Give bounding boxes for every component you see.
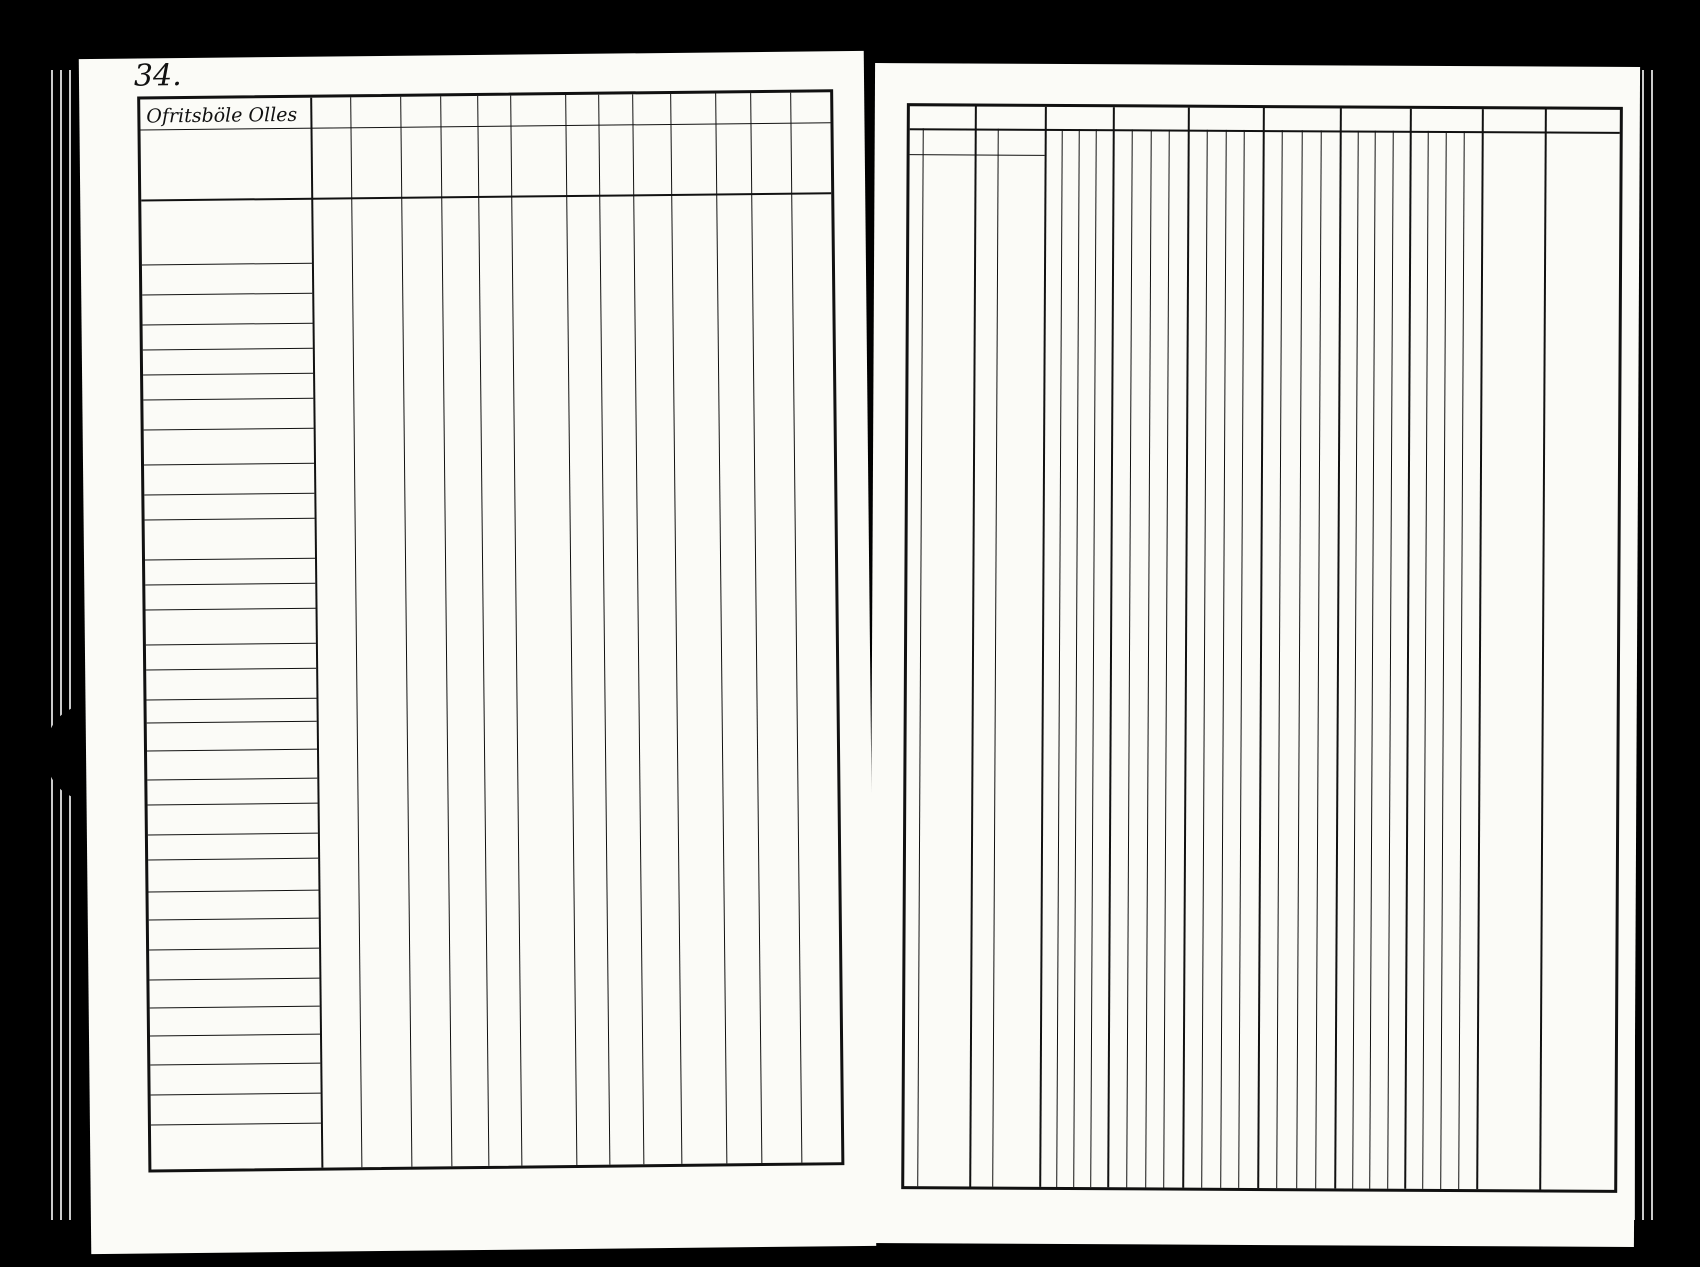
name-rule [144,428,314,431]
subheader-divider [910,154,1045,156]
name-rule [150,1006,320,1009]
name-rule [151,1093,321,1096]
column-divider [1334,108,1342,1188]
sub-column-divider [1369,131,1376,1189]
name-rule [144,493,314,496]
village-title: Ofritsböle Olles [146,103,298,128]
column-divider [565,95,577,1165]
column-subheader [515,130,516,194]
page-number: 34. [133,58,182,94]
birth-death-table [901,103,1623,1193]
name-rule [146,643,316,646]
sub-column-divider [1315,130,1322,1188]
column-divider [477,96,489,1166]
column-subheader [482,130,483,194]
column-divider [598,95,610,1165]
catechism-table [137,89,844,1172]
person-name [154,1003,316,1005]
column-subheader [675,128,676,192]
sub-column-divider [1276,130,1283,1188]
name-rule [144,463,314,466]
person-name [146,232,308,234]
name-rule [146,668,316,671]
name-rule [147,721,317,724]
column-divider [1039,107,1047,1187]
person-name [149,527,311,529]
column-subheader [570,129,571,193]
name-rule [143,398,313,401]
column-divider [1404,109,1412,1189]
name-rule [150,1034,320,1037]
name-rule [143,323,313,326]
column-divider [969,107,977,1187]
column-divider [750,93,762,1163]
left-page-edge [48,70,78,1220]
sub-column-divider [1422,131,1429,1189]
left-register-page [79,51,876,1254]
header-bottom-rule [141,192,831,201]
column-divider [1182,108,1190,1188]
sub-column-divider [1056,129,1063,1187]
column-divider [350,97,362,1167]
column-divider [510,96,522,1166]
column-divider [632,94,644,1164]
column-subheader [405,131,406,195]
name-rule [150,1063,320,1066]
name-rule [142,263,312,266]
column-subheader [355,131,356,195]
sub-column-divider [1126,129,1133,1187]
column-divider [1539,110,1547,1190]
obiit-day-divider [992,129,999,1187]
column-divider [310,98,323,1168]
column-subheader [720,127,721,191]
column-divider [440,96,452,1166]
sub-column-divider [1238,130,1245,1188]
column-subheader [603,129,604,193]
person-name [148,432,310,434]
column-divider [670,94,682,1164]
name-rule [147,778,317,781]
name-rule [148,890,318,893]
sub-column-divider [1090,129,1097,1187]
name-rule [145,558,315,561]
name-rule [145,583,315,586]
right-register-page [869,63,1640,1247]
column-subheader [315,132,316,196]
sub-column-divider [1458,131,1465,1189]
name-rule [148,833,318,836]
name-rule [143,348,313,351]
column-header [513,101,564,102]
sub-column-divider [1440,131,1447,1189]
column-divider [400,97,412,1167]
column-subheader [637,128,638,192]
sub-column-divider [1220,130,1227,1188]
name-rule [146,698,316,701]
name-rule [149,978,319,981]
sub-column-divider [1163,130,1170,1188]
column-divider [1257,108,1265,1188]
sub-column-divider [1201,130,1208,1188]
column-subheader [445,130,446,194]
name-rule [142,293,312,296]
sub-column-divider [1145,129,1152,1187]
sub-column-divider [1296,130,1303,1188]
name-rule [147,749,317,752]
column-divider [715,93,727,1163]
name-rule [146,608,316,611]
column-divider [1476,109,1484,1189]
name-rule [148,803,318,806]
column-subheader [795,127,796,191]
name-rule [149,948,319,951]
natus-day-divider [917,128,924,1186]
sub-column-divider [1352,131,1359,1189]
person-name [151,718,313,720]
sub-column-divider [1387,131,1394,1189]
name-rule [151,1123,321,1126]
name-rule [145,518,315,521]
name-rule [148,858,318,861]
column-divider [790,93,802,1163]
sub-column-divider [1073,129,1080,1187]
column-subheader [755,127,756,191]
person-name [153,975,315,977]
person-name [150,690,312,692]
name-rule [149,918,319,921]
name-rule [143,373,313,376]
column-divider [1107,107,1115,1187]
person-name [147,342,309,344]
